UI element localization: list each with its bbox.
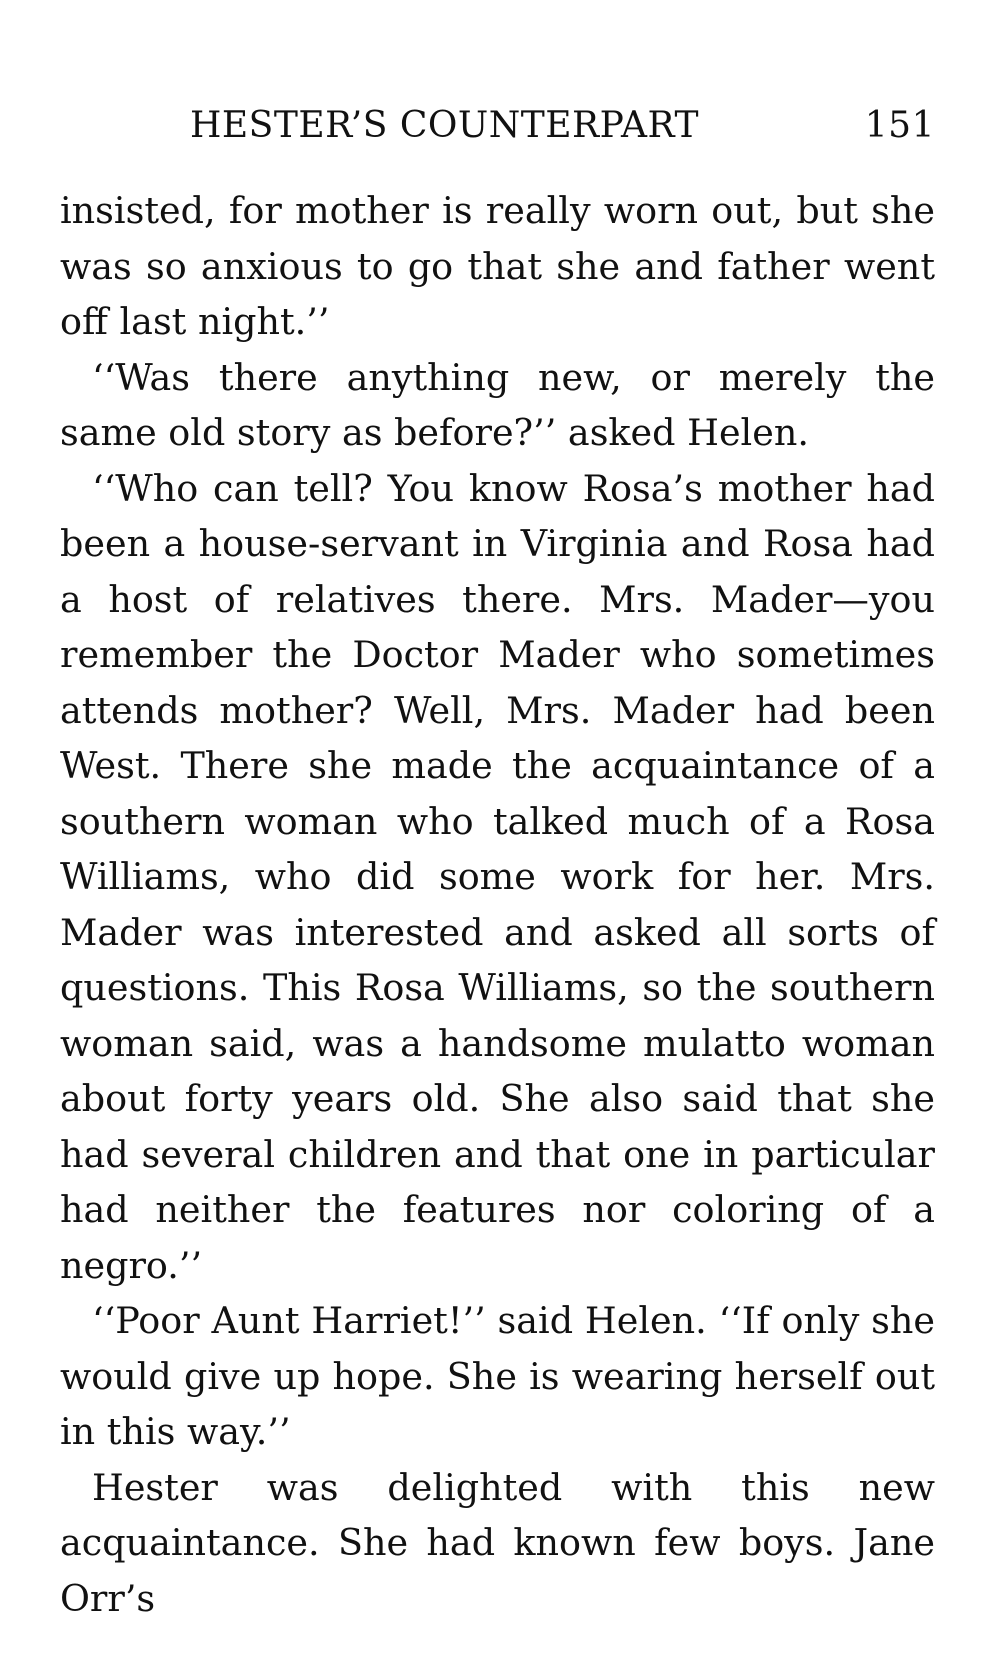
page-number: 151 — [864, 105, 935, 146]
paragraph-continued: insisted, for mother is really worn out, but she was so anxious to go that she and father went off last night.’’ — [60, 189, 935, 343]
paragraph: ‘‘Was there anything new, or merely the same old story as before?’’ asked Helen. — [60, 355, 935, 454]
paragraph: ‘‘Who can tell? You know Rosa’s mother had been a house-servant in Virginia and Rosa had a host of relatives there. Mrs. Mader—you remember the Doctor Mader who sometimes attends mother? Well, Mrs. Mader had been West. There she made the acquaintance of a southern woman who talked much of a Rosa Williams, who did some work for her. Mrs. Mader was interested and asked all sorts of questions. This Rosa Williams, so the southern woman said, was a handsome mulatto woman about forty years old. She also said that she had several children and that one in particular had neither the features nor coloring of a negro.’’ — [60, 466, 935, 1287]
paragraph: ‘‘Poor Aunt Harriet!’’ said Helen. ‘‘If only she would give up hope. She is wearing herself out in this way.’’ — [60, 1299, 935, 1453]
running-head — [60, 105, 935, 153]
paragraph: Hester was delighted with this new acquaintance. She had known few boys. Jane Orr’s — [60, 1465, 935, 1620]
body-text — [60, 183, 935, 1626]
running-title: HESTER’S COUNTERPART — [190, 105, 700, 146]
